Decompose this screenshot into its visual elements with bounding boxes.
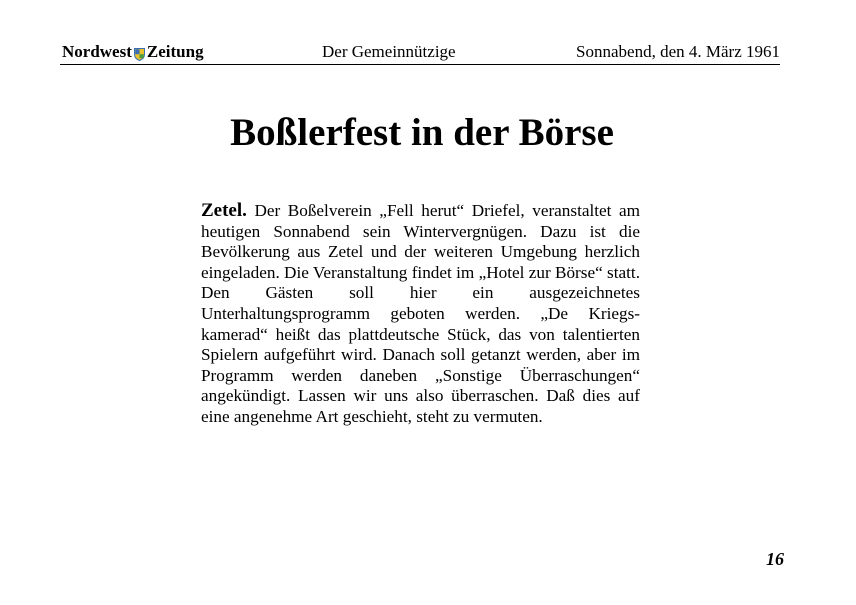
section-name: Der Gemeinnützige: [322, 42, 456, 61]
masthead-right-text: Zeitung: [146, 42, 204, 61]
article-text: Der Boßelverein „Fell herut“ Driefel, veranstaltet am heutigen Sonnabend sein Wintervergnügen. Dazu ist die Bevölkerung aus Zetel und der weiteren Umgebung herzlich eingeladen. Die Veranstaltung findet im „Hotel zur Börse“ statt. Den Gästen soll hier ein ausgezeichnetes Unterhaltungsprogramm geboten werden. „De Kriegs-kamerad“ heißt das plattdeutsche Stück, das von talentierten Spielern aufgeführt wird. Danach soll getanzt werden, aber im Programm werden daneben „Sonstige Überraschungen“ angekündigt. Lassen wir uns also überraschen. Daß dies auf eine angenehme Art geschieht, steht zu vermuten.: [201, 201, 640, 426]
page-header: [60, 42, 780, 65]
article-headline: Boßlerfest in der Börse: [230, 111, 614, 154]
newspaper-masthead: [62, 42, 204, 62]
masthead-left-text: Nordwest: [62, 42, 132, 61]
issue-date: Sonnabend, den 4. März 1961: [576, 42, 780, 61]
page-number: 16: [766, 549, 784, 569]
coat-of-arms-icon: [134, 46, 145, 59]
article-dateline: Zetel.: [201, 200, 247, 221]
article-body: [201, 201, 640, 428]
